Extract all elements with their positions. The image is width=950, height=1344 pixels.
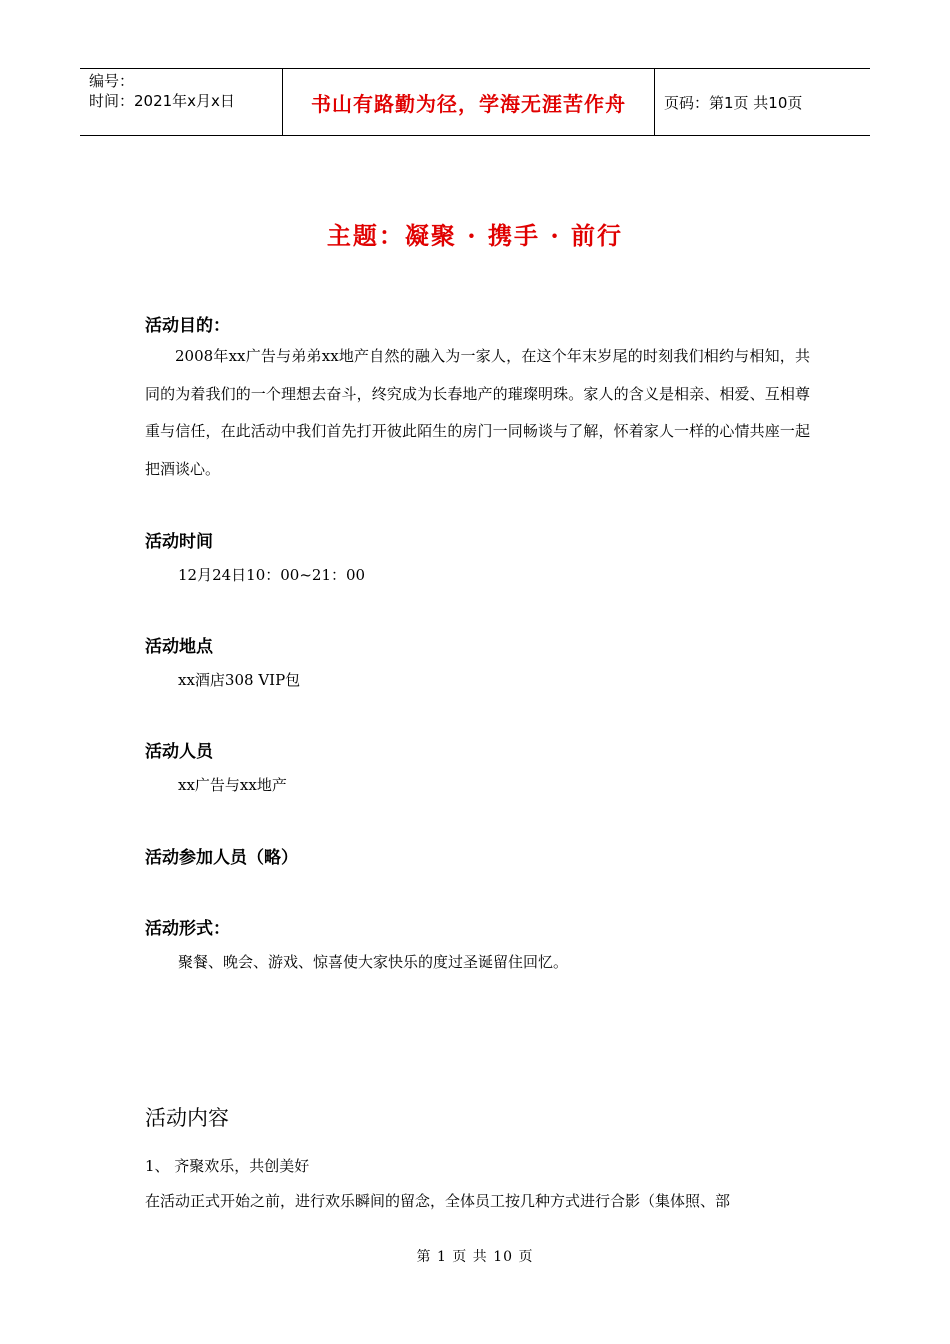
place-heading: 活动地点 — [145, 637, 213, 657]
page-footer: 第 1 页 共 10 页 — [416, 1249, 534, 1265]
form-heading: 活动形式： — [145, 919, 230, 939]
header-page-code: 页码：第1页 共10页 — [664, 93, 803, 112]
time-text: 12月24日10：00~21：00 — [178, 566, 366, 584]
content-heading: 活动内容 — [145, 1106, 229, 1130]
document-title: 主题：凝聚 · 携手 · 前行 — [326, 221, 624, 250]
header-motto: 书山有路勤为径，学海无涯苦作舟 — [282, 69, 655, 135]
content-item-1-text: 在活动正式开始之前，进行欢乐瞬间的留念，全体员工按几种方式进行合影（集体照、部 — [145, 1192, 731, 1210]
content-item-1: 1、 齐聚欢乐，共创美好 — [145, 1157, 310, 1175]
time-label: 时间：2021年x月x日 — [89, 92, 235, 110]
participants-heading: 活动参加人员（略） — [145, 848, 298, 868]
place-text: xx酒店308 VIP包 — [178, 671, 301, 689]
time-heading: 活动时间 — [145, 532, 213, 552]
staff-heading: 活动人员 — [145, 742, 213, 762]
number-label: 编号： — [89, 72, 135, 90]
page-header — [80, 68, 870, 136]
header-left-cell — [80, 69, 282, 135]
purpose-paragraph: 2008年xx广告与弟弟xx地产自然的融入为一家人，在这个年末岁尾的时刻我们相约与相知，共同的为着我们的一个理想去奋斗，终究成为长春地产的璀璨明珠。家人的含义是相亲、相爱、互相尊重与信任，在此活动中我们首先打开彼此陌生的房门一同畅谈与了解，怀着家人一样的心情共座一起把酒谈心。 — [145, 347, 810, 478]
staff-text: xx广告与xx地产 — [178, 776, 287, 794]
purpose-heading: 活动目的： — [145, 316, 230, 336]
form-text: 聚餐、晚会、游戏、惊喜使大家快乐的度过圣诞留住回忆。 — [178, 953, 569, 971]
